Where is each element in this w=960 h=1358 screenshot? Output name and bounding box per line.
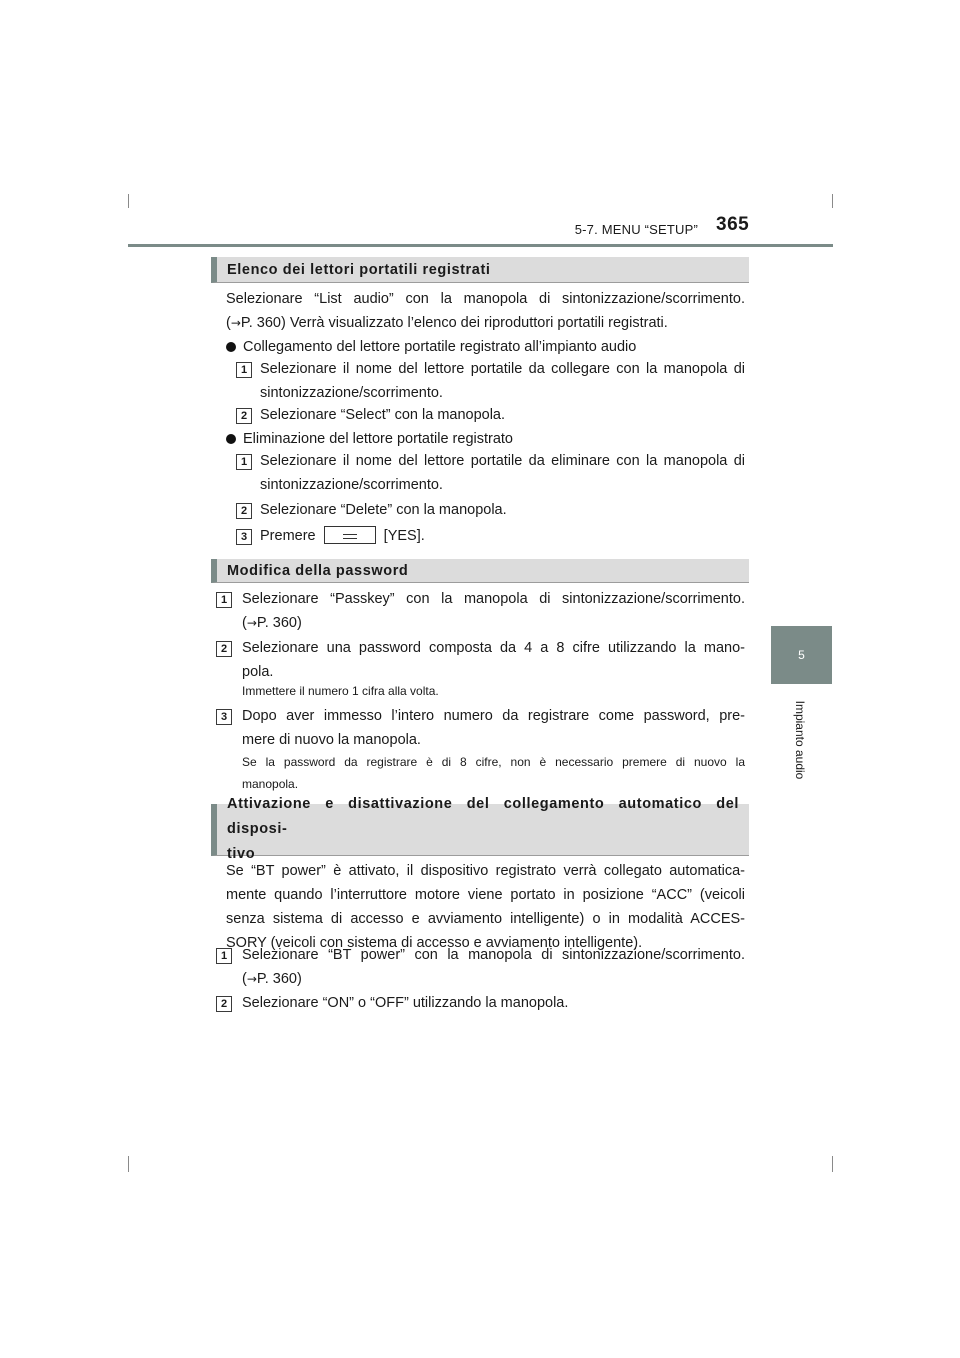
step-text: pola.: [242, 664, 274, 680]
subheading: Eliminazione del lettore portatile registrato: [243, 431, 513, 447]
step-number-badge: 1: [236, 454, 252, 470]
step-text: Selezionare “BT power” con la manopola di sintonizzazione/scorrimento.: [242, 947, 745, 963]
note-text: Immettere il numero 1 cifra alla volta.: [242, 684, 439, 698]
paragraph: Se “BT power” è attivato, il dispositivo registrato verrà collegato automatica-: [226, 863, 745, 879]
section-title-auto-connect: [211, 796, 749, 862]
chapter-label: [780, 690, 820, 790]
step-text: Selezionare una password composta da 4 a 8 cifre utilizzando la mano-: [242, 640, 745, 656]
step-text: Selezionare “Delete” con la manopola.: [260, 502, 507, 518]
note-text: manopola.: [242, 777, 299, 791]
paragraph: mente quando l’interruttore motore viene portato in posizione “ACC” (veicoli: [226, 887, 745, 903]
step-text: Selezionare “Select” con la manopola.: [260, 407, 506, 423]
step-number-badge: 3: [216, 709, 232, 725]
section-title-registered-players: [211, 257, 749, 283]
step-text: Selezionare “Passkey” con la manopola di sintonizzazione/scorrimento.: [242, 591, 745, 607]
step-text: mere di nuovo la manopola.: [242, 732, 421, 748]
step-text: Dopo aver immesso l’intero numero da registrare come password, pre-: [242, 708, 745, 724]
paragraph: Selezionare “List audio” con la manopola di sintonizzazione/scorrimento.: [226, 291, 745, 307]
note-text: Se la password da registrare è di 8 cifre, non è necessario premere di nuovo la: [242, 755, 745, 769]
arrow-right-icon: →: [230, 316, 241, 330]
step-text: Selezionare il nome del lettore portatile da collegare con la manopola di: [260, 361, 745, 377]
step-number-badge: 2: [216, 641, 232, 657]
step-text: Premere [YES].: [260, 528, 425, 544]
step-number-badge: 2: [236, 408, 252, 424]
step-text: (→P. 360): [242, 971, 302, 987]
step-number-badge: 3: [236, 529, 252, 545]
bullet-icon: [226, 434, 236, 444]
step-number-badge: 2: [216, 996, 232, 1012]
step-number-badge: 1: [216, 592, 232, 608]
header-rule: [128, 244, 833, 247]
enter-button-icon: [324, 526, 376, 544]
arrow-right-icon: →: [246, 616, 257, 630]
header-section-title: 5-7. MENU “SETUP”: [574, 222, 698, 237]
step-text: Selezionare il nome del lettore portatile da eliminare con la manopola di: [260, 453, 745, 469]
chapter-label-text: Impianto audio: [793, 700, 807, 780]
step-text: Selezionare “ON” o “OFF” utilizzando la manopola.: [242, 995, 569, 1011]
crop-mark-bottom-left: [128, 1156, 129, 1172]
step-number-badge: 1: [216, 948, 232, 964]
arrow-right-icon: →: [246, 972, 257, 986]
subheading: Collegamento del lettore portatile registrato all’impianto audio: [243, 339, 637, 355]
step-number-badge: 1: [236, 362, 252, 378]
section-title-password: [211, 559, 749, 583]
paragraph: senza sistema di accesso e avviamento intelligente) o in modalità ACCES-: [226, 911, 745, 927]
section-title-text: Attivazione e disattivazione del collegamento automatico del disposi- tivo: [227, 796, 739, 862]
bullet-icon: [226, 342, 236, 352]
step-number-badge: 2: [236, 503, 252, 519]
step-text: sintonizzazione/scorrimento.: [260, 385, 443, 401]
section-title-text: Modifica della password: [227, 562, 409, 579]
paragraph: (→P. 360) Verrà visualizzato l’elenco dei riproduttori portatili registrati.: [226, 315, 668, 331]
paragraph: SORY (veicoli con sistema di accesso e avviamento intelligente).: [226, 935, 643, 951]
page-number: 365: [716, 214, 750, 235]
crop-mark-top-left: [128, 194, 129, 208]
step-text: sintonizzazione/scorrimento.: [260, 477, 443, 493]
crop-mark-bottom-right: [832, 1156, 833, 1172]
chapter-tab: 5: [771, 626, 832, 684]
section-title-text: Elenco dei lettori portatili registrati: [227, 261, 491, 278]
step-text: (→P. 360): [242, 615, 302, 631]
crop-mark-top-right: [832, 194, 833, 208]
